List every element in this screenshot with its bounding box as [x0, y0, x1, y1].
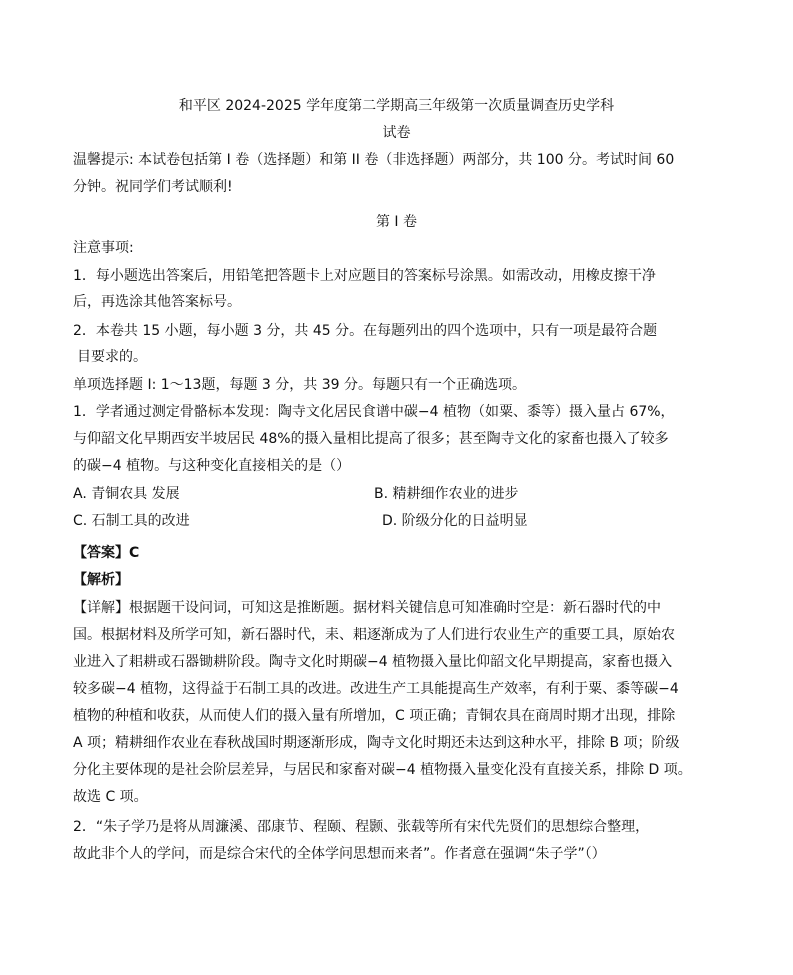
question1-option-b: B. 精耕细作农业的进步	[374, 486, 519, 502]
detail-line7: 分化主要体现的是社会阶层差异，与居民和家畜对碳−4 植物摄入量变化没有直接关系，排除 D 项。	[73, 762, 692, 778]
question1-line3: 的碳−4 植物。与这种变化直接相关的是（）	[73, 458, 351, 474]
attention-item2-line2: 目要求的。	[77, 349, 147, 365]
section-title: 第 I 卷	[375, 214, 418, 230]
question2-line2: 故此非个人的学问，而是综合宋代的全体学问思想而来者”。作者意在强调“朱子学”（）	[73, 846, 606, 862]
question1-option-d: D. 阶级分化的日益明显	[382, 513, 528, 529]
detail-line2: 国。根据材料及所学可知，新石器时代，耒、耜逐渐成为了人们进行农业生产的重要工具，原始农	[73, 627, 675, 643]
document-title-line1: 和平区 2024-2025 学年度第二学期高三年级第一次质量调查历史学科	[178, 98, 615, 114]
question2-line1: 2．“朱子学乃是将从周濂溪、邵康节、程颐、程颢、张载等所有宋代先贤们的思想综合整理，	[73, 819, 650, 835]
question1-line2: 与仰韶文化早期西安半坡居民 48%的摄入量相比提高了很多；甚至陶寺文化的家畜也摄入了较多	[73, 431, 669, 447]
question1-line1: 1．学者通过测定骨骼标本发现：陶寺文化居民食谱中碳−4 植物（如粟、黍等）摄入量占 67%，	[73, 404, 675, 420]
notice-line1: 温馨提示: 本试卷包括第 I 卷（选择题）和第 II 卷（非选择题）两部分，共 100 分。考试时间 60	[73, 152, 675, 168]
notice-line2: 分钟。祝同学们考试顺利!	[73, 179, 233, 195]
detail-line5: 植物的种植和收获，从而使人们的摄入量有所增加，C 项正确；青铜农具在商周时期才出现，排除	[73, 708, 676, 724]
single-choice-intro: 单项选择题 I: 1～13题，每题 3 分，共 39 分。每题只有一个正确选项。	[73, 377, 526, 393]
question1-option-c: C. 石制工具的改进	[73, 513, 190, 529]
detail-line1: 【详解】根据题干设问词，可知这是推断题。据材料关键信息可知准确时空是：新石器时代的中	[73, 600, 661, 616]
detail-line3: 业进入了耜耕或石器锄耕阶段。陶寺文化时期碳−4 植物摄入量比仰韶文化早期提高，家畜也摄入	[73, 654, 673, 670]
detail-line8: 故选 C 项。	[73, 789, 148, 805]
question1-option-a: A. 青铜农具 发展	[73, 486, 180, 502]
answer-label: 【答案】C	[73, 545, 140, 561]
attention-header: 注意事项:	[73, 240, 134, 256]
detail-line6: A 项；精耕细作农业在春秋战国时期逐渐形成，陶寺文化时期还未达到这种水平，排除 B 项；阶级	[73, 735, 680, 751]
question1-options-row2	[73, 511, 723, 531]
question1-options-row1	[73, 484, 723, 504]
attention-item1-line2: 后，再选涂其他答案标号。	[73, 294, 241, 310]
attention-item1-line1: 1．每小题选出答案后，用铅笔把答题卡上对应题目的答案标号涂黑。如需改动，用橡皮擦干净	[73, 268, 656, 284]
attention-item2-line1: 2．本卷共 15 小题，每小题 3 分，共 45 分。在每题列出的四个选项中，只有一项是最符合题	[73, 323, 658, 339]
detail-line4: 较多碳−4 植物，这得益于石制工具的改进。改进生产工具能提高生产效率，有利于粟、黍等碳−4	[73, 681, 679, 697]
analysis-label: 【解析】	[73, 572, 129, 588]
document-title-line2: 试卷	[382, 125, 411, 141]
